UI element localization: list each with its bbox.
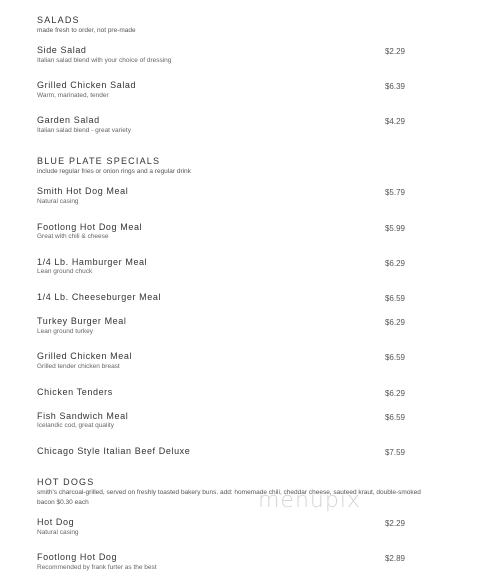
item-desc-side-salad: Italian salad blend with your choice of dressing bbox=[37, 57, 172, 64]
item-desc-fish-sandwich-meal: Icelandic cod, great quality bbox=[37, 422, 114, 429]
section-note-blue-plate: include regular fries or onion rings and a regular drink bbox=[37, 168, 191, 175]
item-desc-garden-salad: Italian salad blend - great variety bbox=[37, 127, 131, 134]
section-title-hot-dogs: HOT DOGS bbox=[37, 477, 95, 487]
section-note-hot-dogs: smith's charcoal-grilled, served on freshly toasted bakery buns. add: homemade chili, cheddar cheese, sauteed kraut, double-smoked bacon $0.30 each bbox=[37, 489, 421, 506]
item-name-chicken-tenders: Chicken Tenders bbox=[37, 387, 113, 397]
item-price-grilled-chicken-salad: $6.39 bbox=[384, 82, 405, 91]
section-title-blue-plate: BLUE PLATE SPECIALS bbox=[37, 156, 161, 166]
item-desc-grilled-chicken-meal: Grilled tender chicken breast bbox=[37, 363, 120, 370]
section-note-salads: made fresh to order, not pre-made bbox=[37, 27, 136, 34]
item-price-grilled-chicken-meal: $6.59 bbox=[384, 353, 405, 362]
item-price-hot-dog: $2.29 bbox=[384, 519, 405, 528]
item-price-italian-beef-deluxe: $7.59 bbox=[384, 448, 405, 457]
item-price-fish-sandwich-meal: $6.59 bbox=[384, 413, 405, 422]
item-price-footlong-hot-dog: $2.89 bbox=[384, 554, 405, 563]
item-name-cheeseburger-meal: 1/4 Lb. Cheeseburger Meal bbox=[37, 292, 162, 302]
item-desc-turkey-burger-meal: Lean ground turkey bbox=[37, 328, 94, 335]
item-name-footlong-hot-dog-meal: Footlong Hot Dog Meal bbox=[37, 222, 143, 232]
item-desc-hamburger-meal: Lean ground chuck bbox=[37, 268, 93, 275]
item-price-hamburger-meal: $6.29 bbox=[384, 259, 405, 268]
item-name-grilled-chicken-meal: Grilled Chicken Meal bbox=[37, 351, 133, 361]
item-name-turkey-burger-meal: Turkey Burger Meal bbox=[37, 316, 127, 326]
item-name-fish-sandwich-meal: Fish Sandwich Meal bbox=[37, 411, 129, 421]
item-price-smith-hot-dog-meal: $5.79 bbox=[384, 188, 405, 197]
watermark-logo: menupix bbox=[258, 488, 361, 513]
item-desc-footlong-hot-dog: Recommended by frank furter as the best bbox=[37, 564, 157, 571]
item-name-smith-hot-dog-meal: Smith Hot Dog Meal bbox=[37, 186, 129, 196]
item-price-turkey-burger-meal: $6.29 bbox=[384, 318, 405, 327]
item-desc-smith-hot-dog-meal: Natural casing bbox=[37, 198, 79, 205]
item-price-garden-salad: $4.29 bbox=[384, 117, 405, 126]
item-name-hamburger-meal: 1/4 Lb. Hamburger Meal bbox=[37, 257, 148, 267]
item-name-hot-dog: Hot Dog bbox=[37, 517, 75, 527]
item-desc-grilled-chicken-salad: Warm, marinated, tender bbox=[37, 92, 109, 99]
item-desc-footlong-hot-dog-meal: Great with chili & cheese bbox=[37, 233, 109, 240]
item-price-side-salad: $2.29 bbox=[384, 47, 405, 56]
item-desc-hot-dog: Natural casing bbox=[37, 529, 79, 536]
item-name-grilled-chicken-salad: Grilled Chicken Salad bbox=[37, 80, 137, 90]
section-title-salads: SALADS bbox=[37, 15, 80, 25]
item-name-garden-salad: Garden Salad bbox=[37, 115, 100, 125]
item-name-side-salad: Side Salad bbox=[37, 45, 87, 55]
item-price-chicken-tenders: $6.29 bbox=[384, 389, 405, 398]
item-name-italian-beef-deluxe: Chicago Style Italian Beef Deluxe bbox=[37, 446, 191, 456]
item-name-footlong-hot-dog: Footlong Hot Dog bbox=[37, 552, 118, 562]
item-price-footlong-hot-dog-meal: $5.99 bbox=[384, 224, 405, 233]
item-price-cheeseburger-meal: $6.59 bbox=[384, 294, 405, 303]
